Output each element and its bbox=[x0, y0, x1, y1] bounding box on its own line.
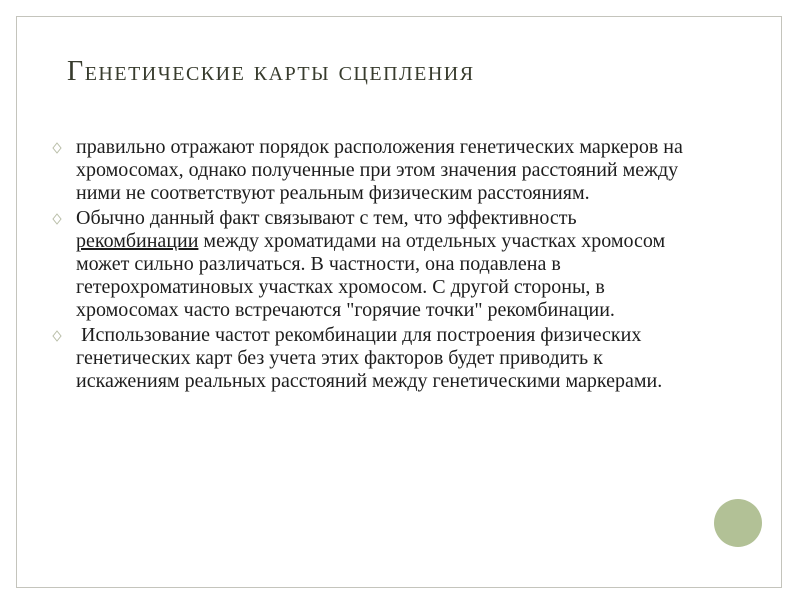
diamond-bullet-icon bbox=[52, 136, 64, 159]
bullet-item-2 bbox=[52, 207, 702, 322]
bullet-text-2-end: между хроматидами на отдельных участках хромосом может сильно различаться. В частности, она подавлена в гетерохроматиновых участках хромосом. С другой стороны, в хромосомах часто встречаются "горячие точки" рекомбинации. bbox=[76, 230, 666, 321]
bullet-text-3: Использование частот рекомбинации для построения физических генетических карт без учета этих факторов будет приводить к искажениям реальных расстояний между генетическими маркерами. bbox=[76, 324, 663, 392]
bullet-item-3 bbox=[52, 324, 702, 393]
bullet-list bbox=[52, 136, 702, 395]
decorative-green-circle bbox=[714, 499, 762, 547]
slide-title: Генетические карты сцепления bbox=[67, 56, 475, 87]
bullet-text-1: правильно отражают порядок расположения генетических маркеров на хромосомах, однако полученные при этом значения расстояний между ними не соответствуют реальным физическим расстояниям. bbox=[76, 136, 683, 204]
diamond-bullet-icon bbox=[52, 207, 64, 230]
recombination-link[interactable]: рекомбинации bbox=[76, 230, 199, 252]
bullet-item-1 bbox=[52, 136, 702, 205]
bullet-text-2-start: Обычно данный факт связывают с тем, что эффективность bbox=[76, 207, 577, 229]
diamond-bullet-icon bbox=[52, 324, 64, 347]
